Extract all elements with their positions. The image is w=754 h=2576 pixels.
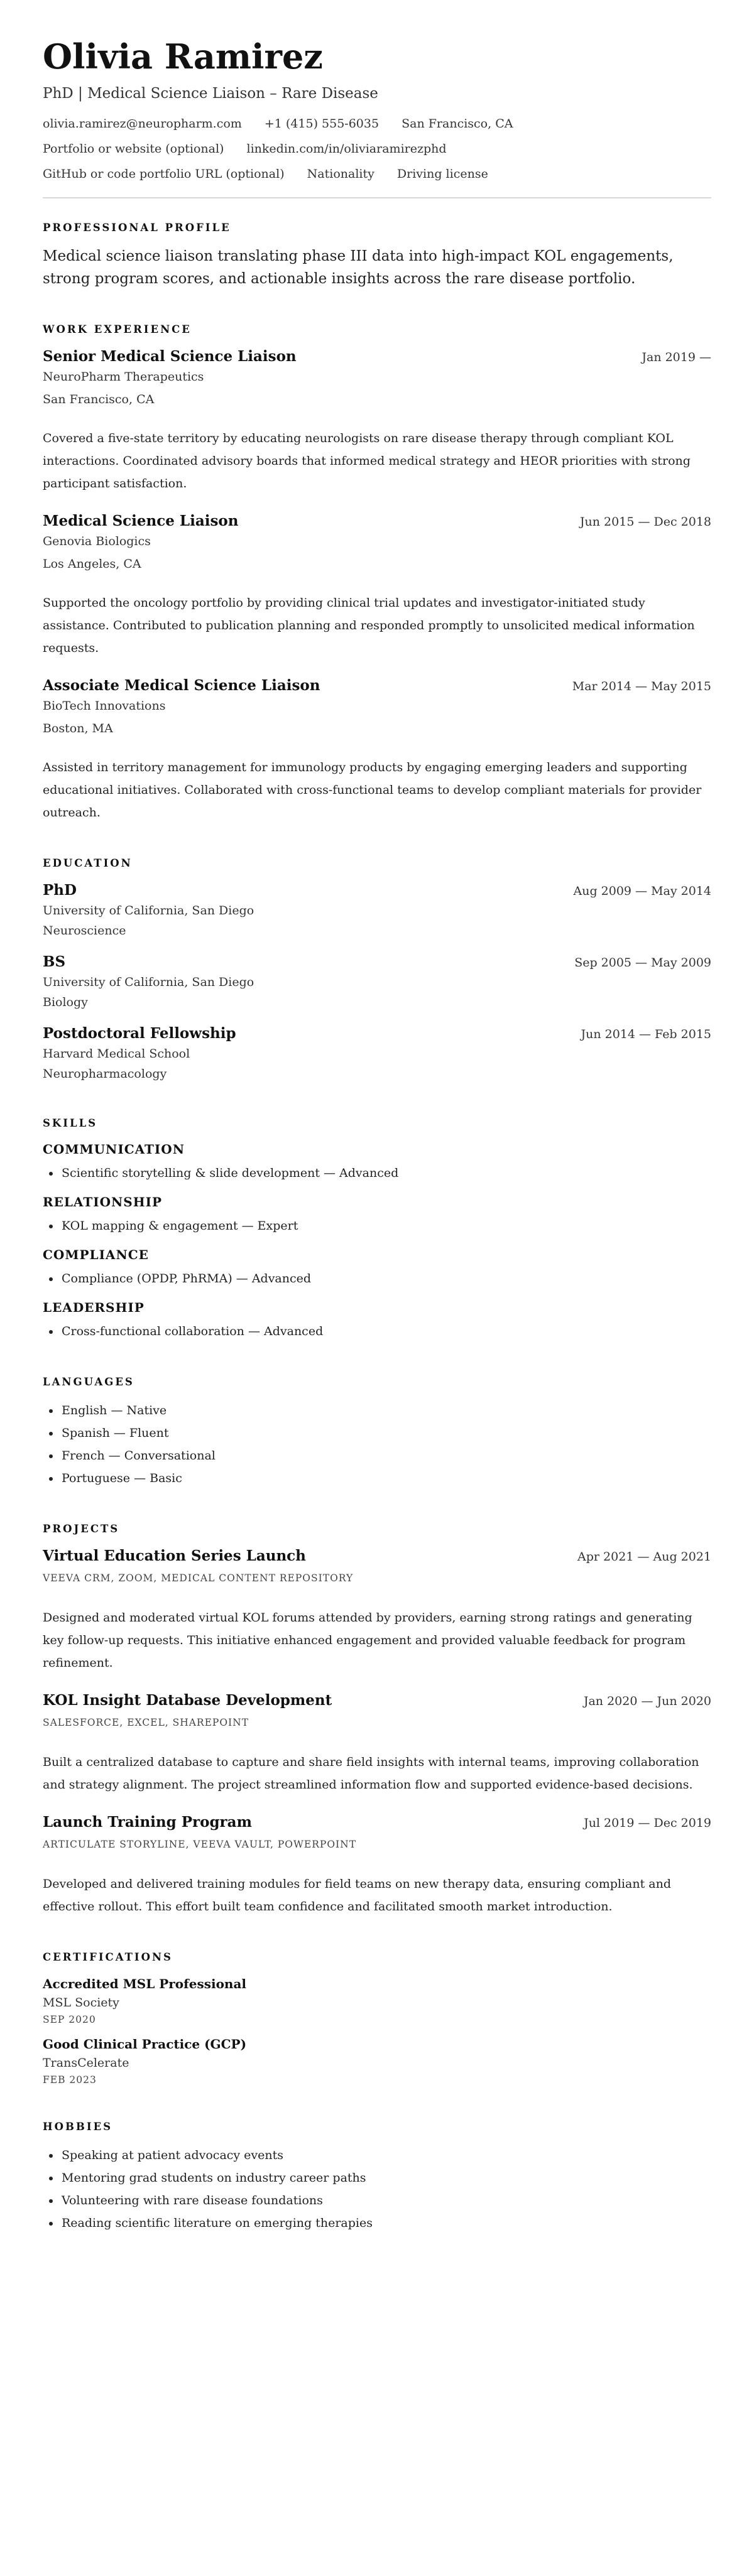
certification-entry <box>43 2035 711 2087</box>
section-heading-certifications: CERTIFICATIONS <box>43 1951 173 1963</box>
job-description: Assisted in territory management for immunology products by engaging emerging leaders and supporting educational initiatives. Collaborated with cross-functional teams to develop compliant materials for provider outreach. <box>43 760 702 820</box>
project-description: Designed and moderated virtual KOL forums attended by providers, earning strong ratings and generating key follow-up requests. This initiative enhanced engagement and provided valuable feedback for program refinement. <box>43 1611 692 1670</box>
skill-item: • KOL mapping & engagement — Expert <box>60 1215 711 1237</box>
company-name: Genovia Biologics <box>43 534 151 548</box>
contact-line-1 <box>43 116 711 132</box>
job-location: Boston, MA <box>43 722 113 735</box>
section-heading-experience: WORK EXPERIENCE <box>43 323 192 335</box>
education-dates: Jun 2014 — Feb 2015 <box>581 1027 711 1041</box>
location: San Francisco, CA <box>402 117 513 131</box>
job-location: Los Angeles, CA <box>43 557 141 571</box>
field-of-study: Biology <box>43 995 88 1009</box>
nationality: Nationality <box>307 167 374 181</box>
skill-list <box>43 1320 711 1343</box>
candidate-name: Olivia Ramirez <box>43 36 323 77</box>
education-section <box>43 857 711 1084</box>
job-dates: Jan 2019 — <box>642 350 711 364</box>
experience-entry <box>43 676 711 824</box>
project-description: Developed and delivered training modules for field teams on new therapy data, ensuring compliant and effective rollout. This effort built team confidence and facilitated smooth market introduction. <box>43 1877 671 1913</box>
projects-section <box>43 1522 711 1918</box>
section-heading-education: EDUCATION <box>43 857 133 869</box>
job-title: Senior Medical Science Liaison <box>43 348 297 365</box>
skill-list <box>43 1162 711 1184</box>
degree-name: BS <box>43 953 66 970</box>
experience-entry <box>43 511 711 659</box>
section-heading-languages: LANGUAGES <box>43 1376 134 1388</box>
job-description: Covered a five-state territory by educating neurologists on rare disease therapy through compliant KOL interactions. Coordinated advisory boards that informed medical strategy and HEOR priorities with strong participant satisfaction. <box>43 431 691 490</box>
education-dates: Aug 2009 — May 2014 <box>573 884 711 898</box>
certification-name: Good Clinical Practice (GCP) <box>43 2037 247 2052</box>
job-location: San Francisco, CA <box>43 392 155 406</box>
job-title: Medical Science Liaison <box>43 512 239 529</box>
company-name: NeuroPharm Therapeutics <box>43 370 204 384</box>
certifications-section <box>43 1951 711 2087</box>
school-name: University of California, San Diego <box>43 904 254 917</box>
field-of-study: Neuroscience <box>43 924 126 938</box>
degree-name: Postdoctoral Fellowship <box>43 1025 236 1042</box>
profile-summary: Medical science liaison translating phase III data into high-impact KOL engagements, strong program scores, and actionable insights across the rare disease portfolio. <box>43 248 674 287</box>
project-dates: Apr 2021 — Aug 2021 <box>577 1550 711 1564</box>
skill-category: RELATIONSHIP <box>43 1194 163 1210</box>
language-item: • French — Conversational <box>60 1444 711 1467</box>
section-heading-projects: PROJECTS <box>43 1523 120 1535</box>
phone-number: +1 (415) 555-6035 <box>264 117 380 131</box>
project-tech-stack: VEEVA CRM, ZOOM, MEDICAL CONTENT REPOSITORY <box>43 1572 354 1584</box>
skill-list <box>43 1267 711 1290</box>
job-description: Supported the oncology portfolio by providing clinical trial updates and investigator-initiated study assistance. Contributed to publication planning and responded promptly to unsolicited medical information requests. <box>43 596 695 655</box>
experience-section <box>43 323 711 824</box>
languages-section <box>43 1375 711 1490</box>
project-entry <box>43 1812 711 1918</box>
contact-line-3 <box>43 166 711 182</box>
project-title: Virtual Education Series Launch <box>43 1547 306 1564</box>
section-heading-profile: PROFESSIONAL PROFILE <box>43 222 231 234</box>
hobby-item: • Reading scientific literature on emerging therapies <box>60 2212 711 2234</box>
project-dates: Jul 2019 — Dec 2019 <box>584 1816 711 1830</box>
section-heading-skills: SKILLS <box>43 1117 98 1129</box>
contact-line-2 <box>43 141 711 157</box>
company-name: BioTech Innovations <box>43 699 166 713</box>
project-tech-stack: ARTICULATE STORYLINE, VEEVA VAULT, POWERPOINT <box>43 1839 357 1850</box>
project-dates: Jan 2020 — Jun 2020 <box>583 1694 711 1708</box>
project-title: KOL Insight Database Development <box>43 1692 332 1709</box>
school-name: Harvard Medical School <box>43 1047 190 1061</box>
candidate-headline: PhD | Medical Science Liaison – Rare Disease <box>43 85 378 102</box>
project-title: Launch Training Program <box>43 1814 252 1831</box>
education-entry <box>43 880 711 941</box>
education-entry <box>43 952 711 1012</box>
job-title: Associate Medical Science Liaison <box>43 677 320 694</box>
degree-name: PhD <box>43 882 77 899</box>
header-divider <box>43 197 711 198</box>
hobby-item: • Volunteering with rare disease foundations <box>60 2189 711 2212</box>
skill-category: COMMUNICATION <box>43 1142 185 1157</box>
language-item: • Portuguese — Basic <box>60 1467 711 1490</box>
certification-issuer: TransCelerate <box>43 2056 129 2070</box>
skill-item: • Compliance (OPDP, PhRMA) — Advanced <box>60 1267 711 1290</box>
portfolio-link[interactable]: Portfolio or website (optional) <box>43 142 224 156</box>
education-dates: Sep 2005 — May 2009 <box>574 956 711 970</box>
project-tech-stack: SALESFORCE, EXCEL, SHAREPOINT <box>43 1717 249 1728</box>
experience-entry <box>43 347 711 495</box>
driving-license: Driving license <box>396 167 488 181</box>
hobbies-section <box>43 2120 711 2234</box>
language-item: • English — Native <box>60 1399 711 1422</box>
certification-entry <box>43 1974 711 2027</box>
skill-item: • Scientific storytelling & slide development — Advanced <box>60 1162 711 1184</box>
linkedin-link[interactable]: linkedin.com/in/oliviaramirezphd <box>246 142 447 156</box>
job-dates: Jun 2015 — Dec 2018 <box>579 515 711 529</box>
job-dates: Mar 2014 — May 2015 <box>572 679 711 693</box>
certification-date: SEP 2020 <box>43 2014 96 2025</box>
project-entry <box>43 1546 711 1674</box>
section-heading-hobbies: HOBBIES <box>43 2121 113 2133</box>
certification-issuer: MSL Society <box>43 1996 119 2010</box>
hobby-list <box>43 2144 711 2234</box>
skills-section <box>43 1117 711 1343</box>
certification-name: Accredited MSL Professional <box>43 1976 247 1991</box>
email-link[interactable]: olivia.ramirez@neuropharm.com <box>43 117 242 131</box>
github-link[interactable]: GitHub or code portfolio URL (optional) <box>43 167 285 181</box>
field-of-study: Neuropharmacology <box>43 1067 167 1081</box>
hobby-item: • Speaking at patient advocacy events <box>60 2144 711 2167</box>
skill-category: LEADERSHIP <box>43 1300 145 1315</box>
language-list <box>43 1399 711 1490</box>
hobby-item: • Mentoring grad students on industry career paths <box>60 2167 711 2189</box>
education-entry <box>43 1024 711 1084</box>
skill-category: COMPLIANCE <box>43 1247 149 1262</box>
profile-section <box>43 221 711 290</box>
language-item: • Spanish — Fluent <box>60 1422 711 1444</box>
project-description: Built a centralized database to capture and share field insights with internal teams, improving collaboration and strategy alignment. The project streamlined information flow and supported evidence-based decisions. <box>43 1755 699 1792</box>
certification-date: FEB 2023 <box>43 2074 97 2086</box>
school-name: University of California, San Diego <box>43 975 254 989</box>
project-entry <box>43 1691 711 1796</box>
skill-item: • Cross-functional collaboration — Advanced <box>60 1320 711 1343</box>
skill-list <box>43 1215 711 1237</box>
